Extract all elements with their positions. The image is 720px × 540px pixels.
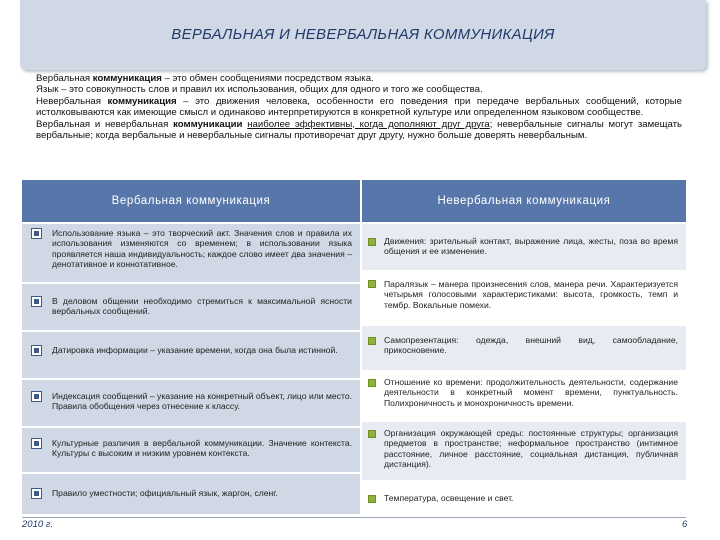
verbal-column-header: Вербальная коммуникация (22, 180, 360, 222)
intro-p1-a: Вербальная (36, 73, 93, 84)
checkbox-bullet-icon (31, 296, 42, 307)
intro-p4-d: ; невербальные сигналы могут замещать вербальные; когда вербальные и невербальные сигналы противоречат друг другу, нужно больше доверять невербальным. (36, 118, 682, 142)
verbal-item-3 (22, 332, 360, 378)
intro-p4-underlined: наиболее эффективны, когда дополняют друг друга (247, 118, 490, 130)
verbal-item-5 (22, 428, 360, 472)
nonverbal-item-3 (362, 326, 686, 370)
intro-p4-a: Вербальная и невербальная (36, 118, 174, 130)
verbal-item-text: Датировка информации – указание времени, когда она была истинной. (52, 345, 338, 355)
intro-p3-c: – это движения человека, особенности его поведения при передаче вербальных сообщений, которые истолковываются как имеющие смысл и одинаково интерпретируются в конкретной культуре или определенном языковом сообществе. (36, 95, 683, 119)
verbal-item-text: В деловом общении необходимо стремиться к максимальной ясности вербальных сообщений. (52, 296, 352, 317)
intro-p4-b: коммуникации (173, 118, 243, 130)
square-bullet-icon (368, 280, 376, 288)
nonverbal-item-text: Движения: зрительный контакт, выражение лица, жесты, поза во время общения и ее изменение. (384, 236, 678, 257)
intro-paragraph-4 (36, 119, 682, 142)
square-bullet-icon (368, 430, 376, 438)
nonverbal-item-text: Паралязык – манера произнесения слов, манера речи. Характеризуется четырьмя голосовыми характеристиками: высота, громкость, темп и тембр. Вокальные помехи. (384, 279, 678, 310)
square-bullet-icon (368, 337, 376, 345)
verbal-item-4 (22, 380, 360, 426)
verbal-item-text: Правило уместности; официальный язык, жаргон, сленг. (52, 488, 278, 498)
verbal-item-text: Индексация сообщений – указание на конкретный объект, лицо или место. Правила обобщения через отнесение к классу. (52, 391, 352, 412)
page-number: 6 (682, 519, 688, 530)
page-title: ВЕРБАЛЬНАЯ И НЕВЕРБАЛЬНАЯ КОММУНИКАЦИЯ (171, 26, 555, 43)
verbal-item-6 (22, 474, 360, 514)
verbal-item-1 (22, 224, 360, 282)
nonverbal-item-2 (362, 272, 686, 324)
checkbox-bullet-icon (31, 345, 42, 356)
intro-paragraph-1 (36, 73, 682, 84)
intro-text (36, 73, 682, 141)
nonverbal-item-6 (362, 482, 686, 514)
square-bullet-icon (368, 495, 376, 503)
square-bullet-icon (368, 379, 376, 387)
nonverbal-item-5 (362, 422, 686, 480)
nonverbal-item-text: Самопрезентация: одежда, внешний вид, самообладание, прикосновение. (384, 335, 678, 356)
verbal-item-text: Культурные различия в вербальной коммуникации. Значение контекста. Культуры с высоким и низким уровнем контекста. (52, 438, 352, 459)
intro-p1-b: коммуникация (92, 73, 162, 84)
nonverbal-column-header: Невербальная коммуникация (362, 180, 686, 222)
checkbox-bullet-icon (31, 391, 42, 402)
checkbox-bullet-icon (31, 488, 42, 499)
nonverbal-item-text: Температура, освещение и свет. (384, 493, 514, 503)
title-banner (20, 0, 706, 70)
footer-year: 2010 г. (22, 519, 54, 530)
nonverbal-item-4 (362, 372, 686, 420)
intro-p3-a: Невербальная (36, 95, 108, 107)
intro-p1-c: – это обмен сообщениями посредством языка. (161, 73, 374, 84)
intro-p3-b: коммуникация (107, 95, 177, 107)
square-bullet-icon (368, 238, 376, 246)
intro-paragraph-3 (36, 96, 682, 119)
checkbox-bullet-icon (31, 438, 42, 449)
footer-divider (22, 517, 686, 518)
verbal-item-2 (22, 284, 360, 330)
nonverbal-item-text: Организация окружающей среды: постоянные структуры; организация предметов в пространстве; неформальное пространство (интимное расстояние, личное расстояние, социальная дистанция, публичная дистанция). (384, 428, 678, 470)
nonverbal-item-1 (362, 224, 686, 270)
intro-paragraph-2: Язык – это совокупность слов и правил их использования, общих для одного и того же сообщества. (36, 84, 483, 96)
verbal-item-text: Использование языка – это творческий акт. Значения слов и правила их использования изменяются со временем; в использовании языка проявляется наша индивидуальность; каждое слово имеет два значения – денотативное и коннотативное. (52, 228, 352, 270)
checkbox-bullet-icon (31, 228, 42, 239)
nonverbal-item-text: Отношение ко времени: продолжительность деятельности, содержание деятельности в конкретный момент времени, пунктуальность. Полихроничность и монохроничность времени. (384, 377, 678, 408)
